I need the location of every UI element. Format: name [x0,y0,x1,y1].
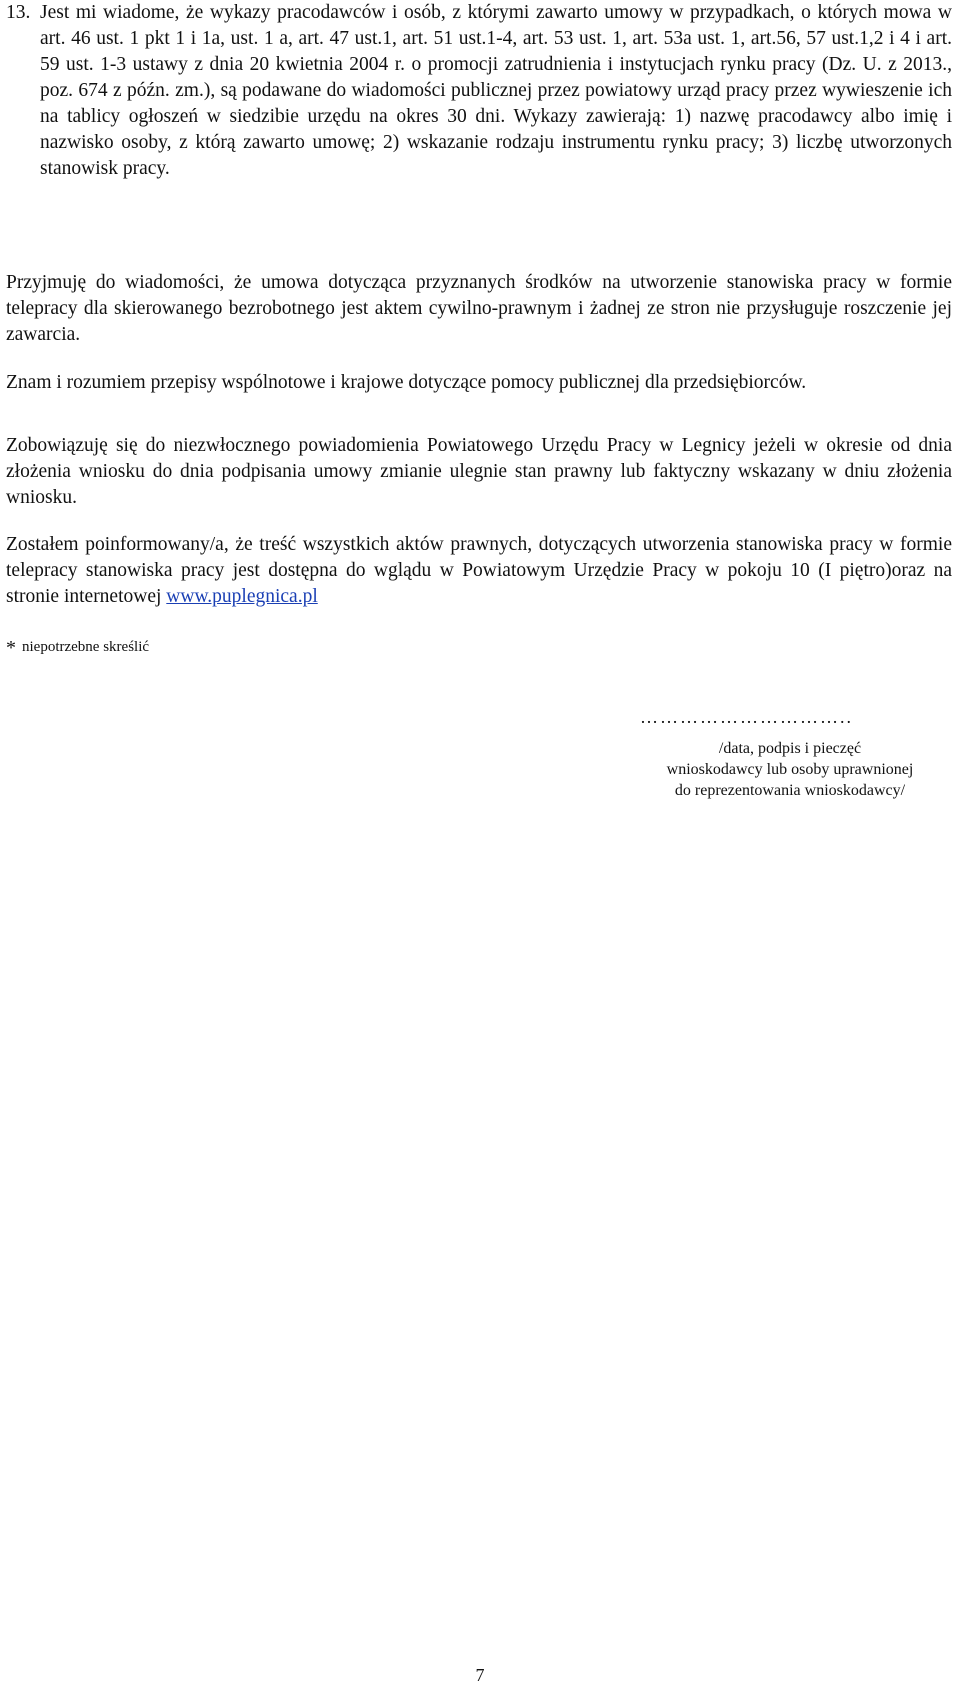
paragraph-13-text: Jest mi wiadome, że wykazy pracodawców i osób, z którymi zawarto umowy w przypadkach, o których mowa w art. 46 ust. 1 pkt 1 i 1a, ust. 1 a, art. 47 ust.1, art. 51 ust.1-4, art. 53 ust. 1, art. 53a ust. 1, art.56, 57 ust.1,2 i 4 i art. 59 ust. 1-3 ustawy z dnia 20 kwietnia 2004 r. o promocji zatrudnienia i instytucjach rynku pracy (Dz. U. z 2013., poz. 674 z późn. zm.), są podawane do wiadomości publicznej przez powiatowy urząd pracy przez wywieszenie ich na tablicy ogłoszeń w siedzibie urzędu na okres 30 dni. Wykazy zawierają: 1) nazwę pracodawcy albo imię i nazwisko osoby, z którą zawarto umowę; 2) wskazanie rodzaju instrumentu rynku pracy; 3) liczbę utworzonych stanowisk pracy. [40,2,952,179]
signature-caption [630,738,950,801]
footnote-text: niepotrzebne skreślić [22,639,150,655]
paragraph-legal-acts-text: Zostałem poinformowany/a, że treść wszystkich aktów prawnych, dotyczących utworzenia stanowiska pracy w formie telepracy stanowiska pracy jest dostępna do wglądu w Powiatowym Urzędzie Pracy w pokoju 10 (I piętro)oraz na stronie internetowej [6,534,952,607]
paragraph-number: 13. [6,2,31,23]
paragraph-legal-acts-info [6,532,952,610]
footnote [6,637,149,658]
paragraph-contract-civil-law: Przyjmuję do wiadomości, że umowa dotycząca przyznanych środków na utworzenie stanowiska pracy w formie telepracy dla skierowanego bezrobotnego jest aktem cywilno-prawnym i żadnej ze stron nie przysługuje roszczenie jej zawarcia. [6,272,952,345]
website-link[interactable]: www.puplegnica.pl [166,586,318,607]
page-number: 7 [475,1665,485,1685]
signature-line: ………………………….. [640,707,853,727]
signature-caption-line-1: /data, podpis i pieczęć [718,740,862,757]
signature-caption-line-2: wnioskodawcy lub osoby uprawnionej [666,761,914,778]
signature-caption-line-3: do reprezentowania wnioskodawcy/ [674,782,906,799]
numbered-paragraph-13 [6,0,952,182]
paragraph-notify-obligation: Zobowiązuję się do niezwłocznego powiadomienia Powiatowego Urzędu Pracy w Legnicy jeżeli w okresie od dnia złożenia wniosku do dnia podpisania umowy zmianie ulegnie stan prawny lub faktyczny wskazany w dniu złożenia wniosku. [6,435,952,508]
paragraph-public-aid-rules: Znam i rozumiem przepisy wspólnotowe i krajowe dotyczące pomocy publicznej dla przedsiębiorców. [6,372,807,393]
footnote-asterisk: * [6,637,16,659]
